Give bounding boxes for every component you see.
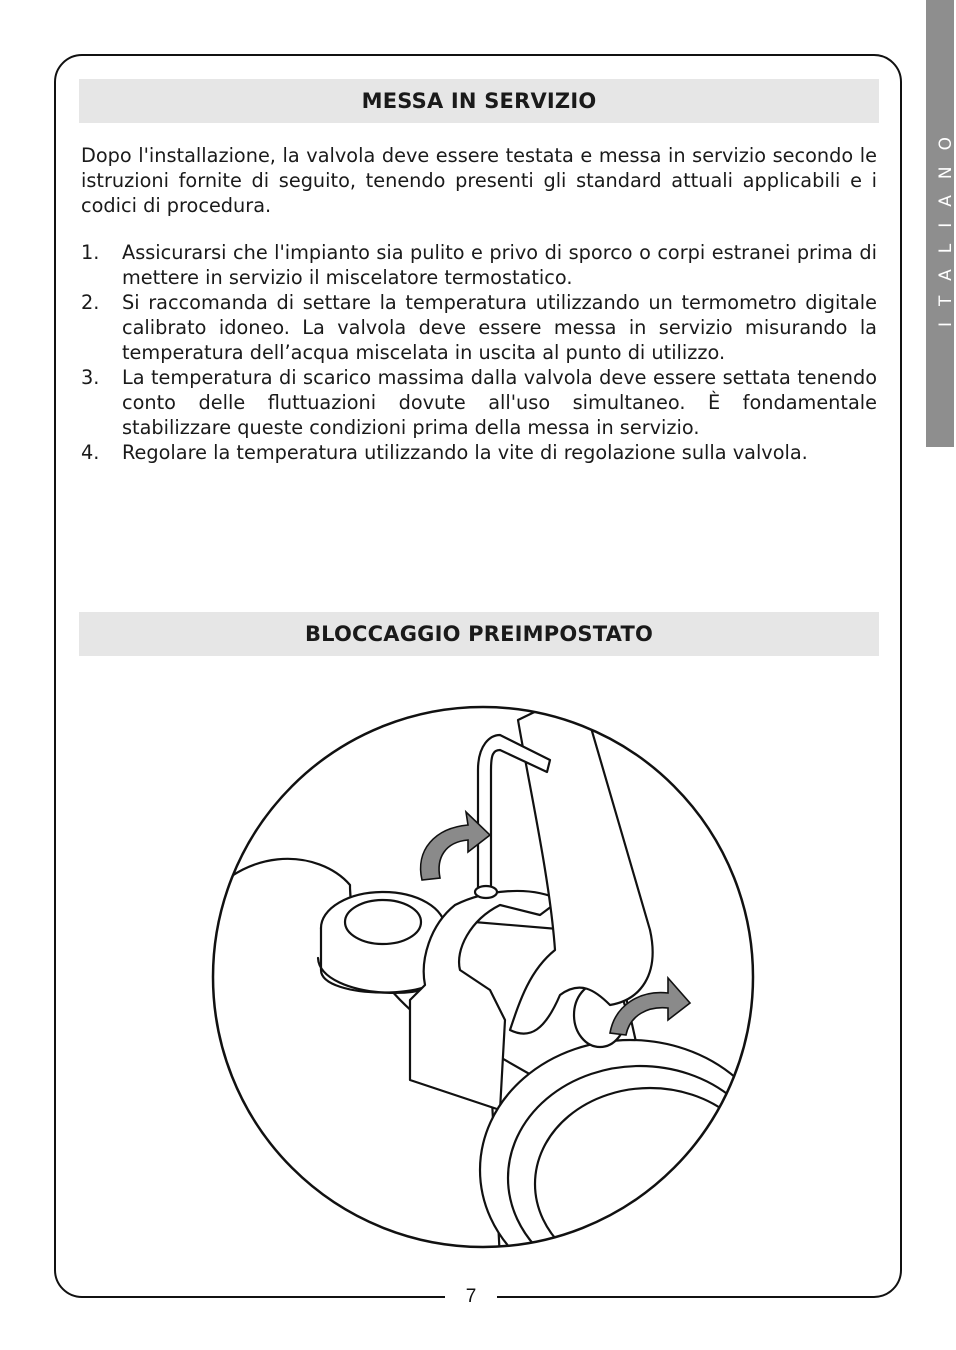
section-title: BLOCCAGGIO PREIMPOSTATO bbox=[304, 622, 654, 646]
step-number: 3. bbox=[81, 366, 100, 389]
list-item bbox=[81, 290, 877, 365]
step-text: Assicurarsi che l'impianto sia pulito e privo di sporco o corpi estranei prima di mettere in servizio il miscelatore termostatico. bbox=[122, 241, 877, 289]
section-heading-bloccaggio bbox=[79, 612, 879, 656]
steps-list bbox=[81, 240, 877, 465]
pipe-opening bbox=[345, 900, 421, 944]
wrench bbox=[510, 690, 653, 1034]
step-number: 1. bbox=[81, 241, 100, 264]
intro-paragraph: Dopo l'installazione, la valvola deve essere testata e messa in servizio secondo le istruzioni fornite di seguito, tenendo presenti gli standard attuali applicabili e i codici di procedura. bbox=[81, 144, 877, 217]
list-item bbox=[81, 240, 877, 290]
step-number: 2. bbox=[81, 291, 100, 314]
step-text: La temperatura di scarico massima dalla valvola deve essere settata tenendo conto delle fluttuazioni dovute all'uso simultaneo. È fondamentale stabilizzare queste condizioni prima della messa in servizio. bbox=[122, 366, 877, 439]
valve-locking-illustration bbox=[200, 700, 760, 1260]
hex-key-socket bbox=[475, 886, 497, 898]
list-item bbox=[81, 440, 877, 465]
section-title: MESSA IN SERVIZIO bbox=[361, 89, 597, 113]
step-number: 4. bbox=[81, 441, 100, 464]
section-heading-messa-in-servizio bbox=[79, 79, 879, 123]
step-text: Si raccomanda di settare la temperatura utilizzando un termometro digitale calibrato idoneo. La valvola deve essere messa in servizio misurando la temperatura dell’acqua miscelata in uscita al punto di utilizzo. bbox=[122, 291, 877, 364]
language-label: ITALIANO bbox=[936, 120, 956, 327]
page-number: 7 bbox=[465, 1286, 477, 1307]
language-tab-label bbox=[926, 0, 954, 447]
list-item bbox=[81, 365, 877, 440]
step-text: Regolare la temperatura utilizzando la vite di regolazione sulla valvola. bbox=[122, 441, 808, 464]
